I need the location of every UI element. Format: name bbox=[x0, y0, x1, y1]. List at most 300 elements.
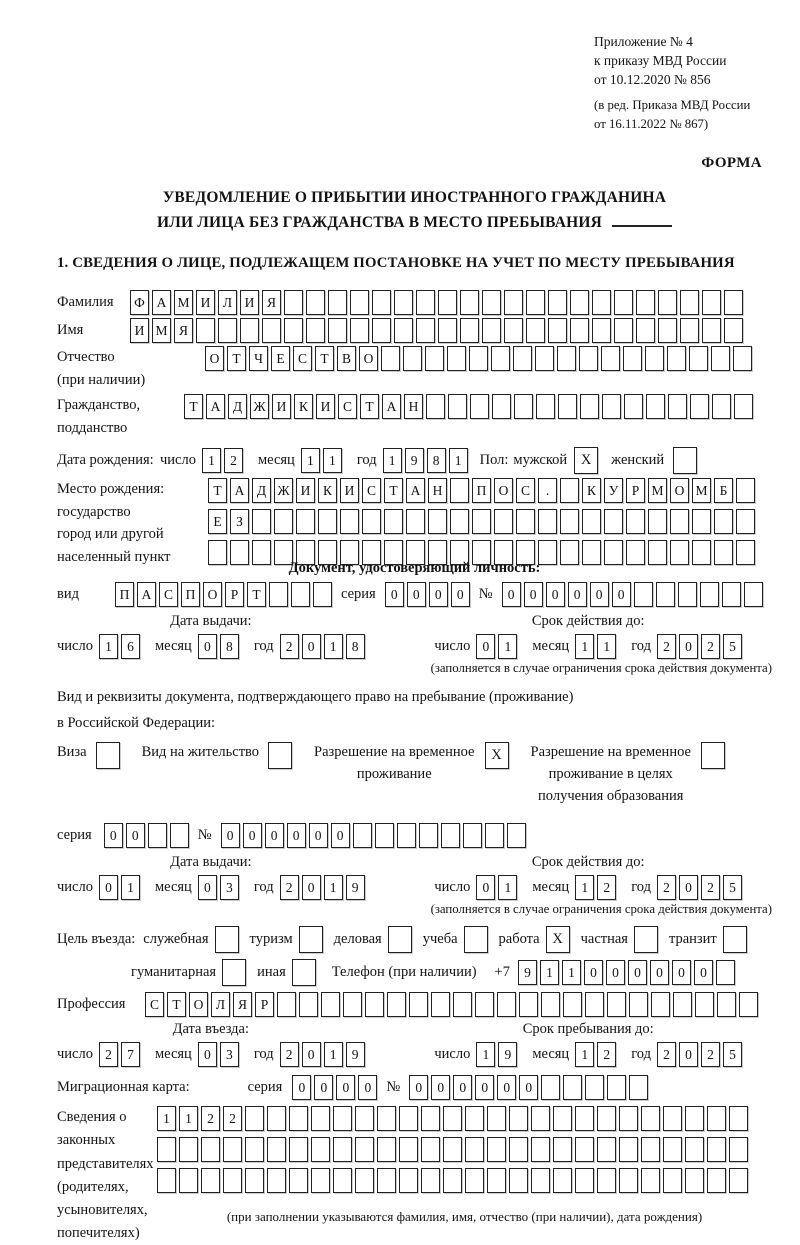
char-box[interactable] bbox=[443, 1137, 462, 1162]
char-box[interactable]: 0 bbox=[198, 1042, 217, 1067]
char-box[interactable]: 9 bbox=[346, 875, 365, 900]
char-box[interactable]: 1 bbox=[202, 448, 221, 473]
char-box[interactable]: С bbox=[159, 582, 178, 607]
char-box[interactable]: 9 bbox=[518, 960, 537, 985]
char-box[interactable]: 0 bbox=[221, 823, 240, 848]
char-box[interactable] bbox=[526, 290, 545, 315]
char-box[interactable] bbox=[245, 1137, 264, 1162]
char-box[interactable]: 0 bbox=[302, 875, 321, 900]
char-box[interactable] bbox=[601, 346, 620, 371]
char-box[interactable] bbox=[372, 318, 391, 343]
char-box[interactable] bbox=[670, 540, 689, 565]
option-temp-residence-checkbox[interactable]: X bbox=[485, 742, 509, 769]
char-box[interactable]: М bbox=[692, 478, 711, 503]
char-box[interactable] bbox=[707, 1168, 726, 1193]
option-visa-checkbox[interactable] bbox=[96, 742, 120, 769]
char-box[interactable] bbox=[678, 582, 697, 607]
char-box[interactable]: 0 bbox=[126, 823, 145, 848]
char-box[interactable] bbox=[558, 394, 577, 419]
char-box[interactable] bbox=[651, 992, 670, 1017]
checkbox[interactable] bbox=[723, 926, 747, 953]
char-box[interactable] bbox=[685, 1137, 704, 1162]
char-box[interactable] bbox=[604, 509, 623, 534]
char-box[interactable] bbox=[734, 394, 753, 419]
char-box[interactable]: 0 bbox=[606, 960, 625, 985]
char-box[interactable] bbox=[668, 394, 687, 419]
char-box[interactable]: 5 bbox=[723, 634, 742, 659]
char-box[interactable] bbox=[482, 290, 501, 315]
char-box[interactable] bbox=[240, 318, 259, 343]
char-box[interactable] bbox=[614, 318, 633, 343]
char-box[interactable]: Р bbox=[626, 478, 645, 503]
char-box[interactable]: 0 bbox=[568, 582, 587, 607]
char-box[interactable] bbox=[509, 1106, 528, 1131]
char-box[interactable]: Н bbox=[428, 478, 447, 503]
char-box[interactable] bbox=[375, 823, 394, 848]
char-box[interactable]: 0 bbox=[243, 823, 262, 848]
char-box[interactable] bbox=[575, 1137, 594, 1162]
char-box[interactable]: Д bbox=[228, 394, 247, 419]
char-box[interactable] bbox=[536, 394, 555, 419]
char-box[interactable] bbox=[311, 1137, 330, 1162]
char-box[interactable] bbox=[453, 992, 472, 1017]
char-box[interactable] bbox=[700, 582, 719, 607]
char-box[interactable] bbox=[447, 346, 466, 371]
char-box[interactable] bbox=[531, 1168, 550, 1193]
char-box[interactable]: 0 bbox=[524, 582, 543, 607]
char-box[interactable]: А bbox=[206, 394, 225, 419]
char-box[interactable]: 0 bbox=[628, 960, 647, 985]
char-box[interactable]: Т bbox=[247, 582, 266, 607]
char-box[interactable] bbox=[387, 992, 406, 1017]
char-box[interactable] bbox=[560, 509, 579, 534]
char-box[interactable] bbox=[492, 394, 511, 419]
char-box[interactable] bbox=[208, 540, 227, 565]
gender-male-checkbox[interactable]: X bbox=[574, 447, 598, 474]
char-box[interactable]: 2 bbox=[99, 1042, 118, 1067]
char-box[interactable] bbox=[623, 346, 642, 371]
char-box[interactable] bbox=[685, 1168, 704, 1193]
char-box[interactable] bbox=[201, 1168, 220, 1193]
char-box[interactable] bbox=[744, 582, 763, 607]
checkbox[interactable] bbox=[292, 959, 316, 986]
char-box[interactable]: 0 bbox=[502, 582, 521, 607]
char-box[interactable]: 5 bbox=[723, 875, 742, 900]
char-box[interactable]: Л bbox=[218, 290, 237, 315]
char-box[interactable]: 1 bbox=[476, 1042, 495, 1067]
char-box[interactable] bbox=[311, 1106, 330, 1131]
gender-female-checkbox[interactable] bbox=[673, 447, 697, 474]
char-box[interactable]: 8 bbox=[427, 448, 446, 473]
char-box[interactable]: 0 bbox=[476, 634, 495, 659]
char-box[interactable] bbox=[443, 1168, 462, 1193]
char-box[interactable] bbox=[296, 509, 315, 534]
char-box[interactable] bbox=[394, 318, 413, 343]
char-box[interactable] bbox=[333, 1137, 352, 1162]
char-box[interactable]: Л bbox=[211, 992, 230, 1017]
char-box[interactable] bbox=[707, 1106, 726, 1131]
char-box[interactable] bbox=[465, 1168, 484, 1193]
char-box[interactable] bbox=[274, 509, 293, 534]
char-box[interactable]: М bbox=[648, 478, 667, 503]
char-box[interactable]: 0 bbox=[287, 823, 306, 848]
char-box[interactable] bbox=[619, 1168, 638, 1193]
char-box[interactable]: С bbox=[516, 478, 535, 503]
char-box[interactable]: О bbox=[359, 346, 378, 371]
char-box[interactable]: О bbox=[205, 346, 224, 371]
char-box[interactable] bbox=[690, 394, 709, 419]
char-box[interactable] bbox=[702, 290, 721, 315]
char-box[interactable]: 0 bbox=[679, 1042, 698, 1067]
char-box[interactable] bbox=[535, 346, 554, 371]
char-box[interactable]: О bbox=[670, 478, 689, 503]
char-box[interactable] bbox=[597, 1106, 616, 1131]
char-box[interactable]: Е bbox=[208, 509, 227, 534]
char-box[interactable]: 0 bbox=[694, 960, 713, 985]
option-residence-permit-checkbox[interactable] bbox=[268, 742, 292, 769]
char-box[interactable]: Т bbox=[208, 478, 227, 503]
char-box[interactable] bbox=[680, 290, 699, 315]
char-box[interactable] bbox=[425, 346, 444, 371]
char-box[interactable] bbox=[597, 1137, 616, 1162]
char-box[interactable] bbox=[619, 1137, 638, 1162]
char-box[interactable] bbox=[634, 582, 653, 607]
char-box[interactable] bbox=[406, 509, 425, 534]
char-box[interactable] bbox=[629, 992, 648, 1017]
char-box[interactable] bbox=[714, 509, 733, 534]
char-box[interactable]: К bbox=[582, 478, 601, 503]
char-box[interactable] bbox=[355, 1106, 374, 1131]
char-box[interactable] bbox=[365, 992, 384, 1017]
char-box[interactable] bbox=[712, 394, 731, 419]
char-box[interactable] bbox=[333, 1106, 352, 1131]
char-box[interactable] bbox=[179, 1168, 198, 1193]
char-box[interactable]: С bbox=[338, 394, 357, 419]
char-box[interactable] bbox=[494, 509, 513, 534]
char-box[interactable]: 9 bbox=[405, 448, 424, 473]
char-box[interactable]: 1 bbox=[179, 1106, 198, 1131]
char-box[interactable]: 1 bbox=[575, 634, 594, 659]
char-box[interactable] bbox=[252, 540, 271, 565]
char-box[interactable] bbox=[592, 318, 611, 343]
char-box[interactable] bbox=[353, 823, 372, 848]
char-box[interactable] bbox=[245, 1168, 264, 1193]
char-box[interactable]: 0 bbox=[99, 875, 118, 900]
char-box[interactable] bbox=[350, 318, 369, 343]
char-box[interactable] bbox=[485, 823, 504, 848]
char-box[interactable] bbox=[355, 1137, 374, 1162]
char-box[interactable]: А bbox=[406, 478, 425, 503]
char-box[interactable] bbox=[201, 1137, 220, 1162]
char-box[interactable] bbox=[624, 394, 643, 419]
char-box[interactable] bbox=[614, 290, 633, 315]
char-box[interactable] bbox=[626, 540, 645, 565]
char-box[interactable]: 0 bbox=[475, 1075, 494, 1100]
char-box[interactable] bbox=[509, 1137, 528, 1162]
char-box[interactable]: Т bbox=[360, 394, 379, 419]
char-box[interactable] bbox=[541, 1075, 560, 1100]
char-box[interactable] bbox=[739, 992, 758, 1017]
char-box[interactable] bbox=[284, 318, 303, 343]
char-box[interactable] bbox=[438, 290, 457, 315]
char-box[interactable] bbox=[531, 1106, 550, 1131]
char-box[interactable]: 1 bbox=[324, 634, 343, 659]
char-box[interactable] bbox=[658, 290, 677, 315]
char-box[interactable] bbox=[269, 582, 288, 607]
char-box[interactable] bbox=[582, 540, 601, 565]
char-box[interactable] bbox=[450, 478, 469, 503]
char-box[interactable]: 9 bbox=[346, 1042, 365, 1067]
char-box[interactable]: 0 bbox=[612, 582, 631, 607]
char-box[interactable] bbox=[663, 1106, 682, 1131]
char-box[interactable]: 0 bbox=[546, 582, 565, 607]
char-box[interactable] bbox=[262, 318, 281, 343]
char-box[interactable]: . bbox=[538, 478, 557, 503]
char-box[interactable]: И bbox=[296, 478, 315, 503]
char-box[interactable]: 1 bbox=[575, 875, 594, 900]
char-box[interactable]: 2 bbox=[223, 1106, 242, 1131]
char-box[interactable]: А bbox=[152, 290, 171, 315]
char-box[interactable]: П bbox=[472, 478, 491, 503]
char-box[interactable]: 2 bbox=[701, 1042, 720, 1067]
char-box[interactable] bbox=[426, 394, 445, 419]
char-box[interactable] bbox=[362, 509, 381, 534]
char-box[interactable]: И bbox=[130, 318, 149, 343]
char-box[interactable]: 2 bbox=[280, 875, 299, 900]
char-box[interactable]: О bbox=[203, 582, 222, 607]
char-box[interactable]: 2 bbox=[201, 1106, 220, 1131]
char-box[interactable] bbox=[702, 318, 721, 343]
char-box[interactable] bbox=[553, 1106, 572, 1131]
char-box[interactable] bbox=[267, 1137, 286, 1162]
char-box[interactable] bbox=[381, 346, 400, 371]
char-box[interactable]: 0 bbox=[198, 875, 217, 900]
char-box[interactable] bbox=[252, 509, 271, 534]
char-box[interactable] bbox=[438, 318, 457, 343]
char-box[interactable] bbox=[399, 1106, 418, 1131]
char-box[interactable] bbox=[667, 346, 686, 371]
checkbox[interactable] bbox=[634, 926, 658, 953]
char-box[interactable] bbox=[541, 992, 560, 1017]
char-box[interactable]: 0 bbox=[679, 875, 698, 900]
char-box[interactable]: 2 bbox=[701, 875, 720, 900]
char-box[interactable] bbox=[504, 318, 523, 343]
char-box[interactable]: 0 bbox=[453, 1075, 472, 1100]
char-box[interactable] bbox=[416, 318, 435, 343]
char-box[interactable] bbox=[514, 394, 533, 419]
char-box[interactable]: И bbox=[196, 290, 215, 315]
char-box[interactable]: 8 bbox=[346, 634, 365, 659]
char-box[interactable] bbox=[311, 1168, 330, 1193]
char-box[interactable] bbox=[626, 509, 645, 534]
char-box[interactable]: Т bbox=[315, 346, 334, 371]
char-box[interactable] bbox=[470, 394, 489, 419]
char-box[interactable]: 0 bbox=[309, 823, 328, 848]
char-box[interactable] bbox=[560, 540, 579, 565]
char-box[interactable]: Я bbox=[262, 290, 281, 315]
char-box[interactable] bbox=[607, 1075, 626, 1100]
char-box[interactable] bbox=[504, 290, 523, 315]
char-box[interactable] bbox=[560, 478, 579, 503]
char-box[interactable]: 1 bbox=[324, 1042, 343, 1067]
char-box[interactable] bbox=[157, 1168, 176, 1193]
char-box[interactable] bbox=[507, 823, 526, 848]
char-box[interactable]: 2 bbox=[701, 634, 720, 659]
char-box[interactable] bbox=[602, 394, 621, 419]
char-box[interactable] bbox=[421, 1137, 440, 1162]
char-box[interactable] bbox=[196, 318, 215, 343]
char-box[interactable] bbox=[313, 582, 332, 607]
char-box[interactable]: 0 bbox=[451, 582, 470, 607]
char-box[interactable] bbox=[428, 509, 447, 534]
char-box[interactable]: 0 bbox=[336, 1075, 355, 1100]
char-box[interactable] bbox=[724, 318, 743, 343]
char-box[interactable]: 2 bbox=[597, 875, 616, 900]
char-box[interactable]: 0 bbox=[672, 960, 691, 985]
char-box[interactable] bbox=[223, 1168, 242, 1193]
char-box[interactable] bbox=[516, 509, 535, 534]
char-box[interactable]: 0 bbox=[584, 960, 603, 985]
char-box[interactable]: 3 bbox=[220, 875, 239, 900]
char-box[interactable]: В bbox=[337, 346, 356, 371]
char-box[interactable]: У bbox=[604, 478, 623, 503]
char-box[interactable]: Б bbox=[714, 478, 733, 503]
char-box[interactable]: И bbox=[340, 478, 359, 503]
char-box[interactable]: Ф bbox=[130, 290, 149, 315]
char-box[interactable] bbox=[318, 509, 337, 534]
char-box[interactable] bbox=[648, 540, 667, 565]
char-box[interactable] bbox=[658, 318, 677, 343]
char-box[interactable] bbox=[460, 290, 479, 315]
char-box[interactable] bbox=[711, 346, 730, 371]
char-box[interactable]: А bbox=[382, 394, 401, 419]
char-box[interactable] bbox=[563, 992, 582, 1017]
char-box[interactable]: 1 bbox=[575, 1042, 594, 1067]
char-box[interactable] bbox=[692, 540, 711, 565]
char-box[interactable]: 7 bbox=[121, 1042, 140, 1067]
char-box[interactable] bbox=[548, 290, 567, 315]
char-box[interactable]: 0 bbox=[431, 1075, 450, 1100]
char-box[interactable] bbox=[377, 1106, 396, 1131]
char-box[interactable] bbox=[306, 318, 325, 343]
char-box[interactable] bbox=[641, 1106, 660, 1131]
char-box[interactable] bbox=[299, 992, 318, 1017]
char-box[interactable] bbox=[267, 1168, 286, 1193]
char-box[interactable] bbox=[673, 992, 692, 1017]
char-box[interactable] bbox=[629, 1075, 648, 1100]
char-box[interactable] bbox=[487, 1106, 506, 1131]
option-temp-residence-education-checkbox[interactable] bbox=[701, 742, 725, 769]
char-box[interactable] bbox=[575, 1168, 594, 1193]
char-box[interactable] bbox=[729, 1137, 748, 1162]
char-box[interactable] bbox=[531, 1137, 550, 1162]
char-box[interactable]: 0 bbox=[358, 1075, 377, 1100]
char-box[interactable] bbox=[472, 509, 491, 534]
char-box[interactable]: С bbox=[362, 478, 381, 503]
char-box[interactable]: 0 bbox=[519, 1075, 538, 1100]
char-box[interactable] bbox=[557, 346, 576, 371]
char-box[interactable]: 2 bbox=[657, 1042, 676, 1067]
char-box[interactable]: 0 bbox=[314, 1075, 333, 1100]
char-box[interactable]: М bbox=[152, 318, 171, 343]
char-box[interactable] bbox=[714, 540, 733, 565]
char-box[interactable] bbox=[223, 1137, 242, 1162]
char-box[interactable] bbox=[548, 318, 567, 343]
char-box[interactable] bbox=[570, 290, 589, 315]
char-box[interactable] bbox=[680, 318, 699, 343]
char-box[interactable]: М bbox=[174, 290, 193, 315]
char-box[interactable] bbox=[513, 346, 532, 371]
char-box[interactable] bbox=[736, 478, 755, 503]
char-box[interactable] bbox=[538, 509, 557, 534]
char-box[interactable]: 0 bbox=[407, 582, 426, 607]
char-box[interactable]: 1 bbox=[562, 960, 581, 985]
char-box[interactable] bbox=[384, 509, 403, 534]
char-box[interactable] bbox=[538, 540, 557, 565]
char-box[interactable]: Я bbox=[233, 992, 252, 1017]
char-box[interactable] bbox=[179, 1137, 198, 1162]
char-box[interactable] bbox=[641, 1168, 660, 1193]
char-box[interactable]: С bbox=[145, 992, 164, 1017]
char-box[interactable] bbox=[284, 290, 303, 315]
char-box[interactable] bbox=[170, 823, 189, 848]
char-box[interactable] bbox=[355, 1168, 374, 1193]
char-box[interactable] bbox=[619, 1106, 638, 1131]
char-box[interactable]: 1 bbox=[157, 1106, 176, 1131]
char-box[interactable]: 0 bbox=[198, 634, 217, 659]
char-box[interactable]: 0 bbox=[429, 582, 448, 607]
char-box[interactable] bbox=[607, 992, 626, 1017]
char-box[interactable] bbox=[597, 1168, 616, 1193]
char-box[interactable]: 1 bbox=[324, 875, 343, 900]
char-box[interactable] bbox=[333, 1168, 352, 1193]
char-box[interactable] bbox=[441, 823, 460, 848]
checkbox[interactable] bbox=[222, 959, 246, 986]
char-box[interactable]: 0 bbox=[476, 875, 495, 900]
char-box[interactable] bbox=[289, 1106, 308, 1131]
char-box[interactable] bbox=[289, 1137, 308, 1162]
char-box[interactable] bbox=[663, 1168, 682, 1193]
char-box[interactable] bbox=[403, 346, 422, 371]
char-box[interactable] bbox=[289, 1168, 308, 1193]
char-box[interactable]: 2 bbox=[280, 1042, 299, 1067]
char-box[interactable] bbox=[580, 394, 599, 419]
char-box[interactable] bbox=[340, 509, 359, 534]
char-box[interactable] bbox=[729, 1168, 748, 1193]
char-box[interactable] bbox=[641, 1137, 660, 1162]
char-box[interactable] bbox=[553, 1137, 572, 1162]
char-box[interactable] bbox=[377, 1168, 396, 1193]
char-box[interactable]: 0 bbox=[331, 823, 350, 848]
char-box[interactable] bbox=[685, 1106, 704, 1131]
char-box[interactable] bbox=[563, 1075, 582, 1100]
char-box[interactable] bbox=[716, 960, 735, 985]
char-box[interactable]: 2 bbox=[280, 634, 299, 659]
char-box[interactable]: 5 bbox=[723, 1042, 742, 1067]
char-box[interactable] bbox=[394, 290, 413, 315]
char-box[interactable] bbox=[291, 582, 310, 607]
char-box[interactable] bbox=[497, 992, 516, 1017]
char-box[interactable]: 0 bbox=[497, 1075, 516, 1100]
char-box[interactable] bbox=[636, 318, 655, 343]
checkbox[interactable]: X bbox=[546, 926, 570, 953]
char-box[interactable] bbox=[733, 346, 752, 371]
char-box[interactable]: 9 bbox=[498, 1042, 517, 1067]
char-box[interactable]: Д bbox=[252, 478, 271, 503]
char-box[interactable]: 0 bbox=[409, 1075, 428, 1100]
char-box[interactable] bbox=[646, 394, 665, 419]
char-box[interactable]: Т bbox=[167, 992, 186, 1017]
